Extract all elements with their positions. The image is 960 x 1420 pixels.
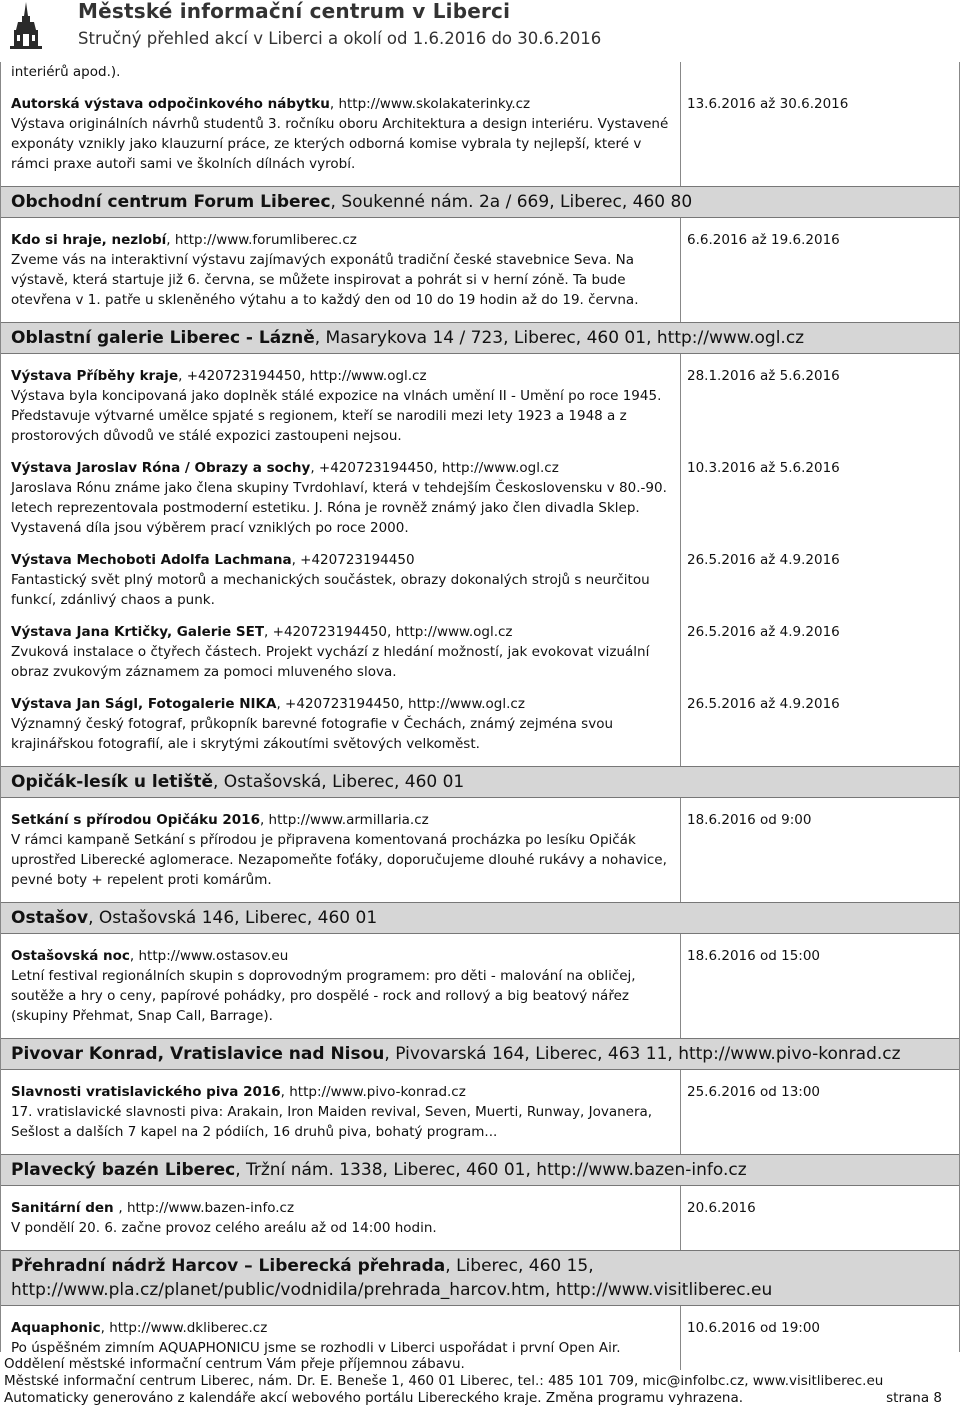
event-title: [11, 230, 672, 250]
event-date: 25.6.2016 od 13:00: [687, 1084, 821, 1100]
event-row: [1, 622, 959, 682]
event-cell: [1, 622, 681, 682]
event-description: Významný český fotograf, průkopník barevné fotografie v Čechách, známý zejména svou krajinářskou fotografií, ale i skrytými zákoutími světových velkoměst.: [11, 716, 614, 752]
event-contact: , http://www.dkliberec.cz: [100, 1320, 268, 1336]
event-cell: [1, 1198, 681, 1238]
event-row: [1, 1082, 959, 1142]
event-contact: , http://www.skolakaterinky.cz: [329, 96, 531, 112]
event-cell: [1, 458, 681, 538]
event-date: 26.5.2016 až 4.9.2016: [687, 552, 840, 568]
event-cell: [1, 94, 681, 174]
venue-header: [1, 1154, 959, 1186]
event-cell: [1, 810, 681, 890]
event-contact: , +420723194450, http://www.ogl.cz: [310, 460, 559, 476]
event-cell: [1, 694, 681, 754]
venue-name: Oblastní galerie Liberec - Lázně: [11, 328, 315, 348]
venue-name: Opičák-lesík u letiště: [11, 772, 213, 792]
event-date: 18.6.2016 od 9:00: [687, 812, 812, 828]
event-row: [1, 550, 959, 610]
event-title: [11, 810, 672, 830]
event-name: Výstava Jaroslav Róna / Obrazy a sochy: [11, 460, 311, 476]
event-title: [11, 694, 672, 714]
event-date: 10.6.2016 od 19:00: [687, 1320, 821, 1336]
venue-header: [1, 322, 959, 354]
event-description: 17. vratislavické slavnosti piva: Arakain, Iron Maiden revival, Seven, Muerti, Runway, Jovanera, Sešlost a dalších 7 kapel na 2 pódiích, 16 druhů piva, bohatý program...: [11, 1104, 653, 1140]
venue-address: , Soukenné nám. 2a / 669, Liberec, 460 80: [330, 192, 693, 212]
event-cell: [1, 1082, 681, 1142]
event-cell: [1, 946, 681, 1026]
event-title: [11, 1198, 672, 1218]
event-date: 20.6.2016: [687, 1200, 756, 1216]
venue-address: , Tržní nám. 1338, Liberec, 460 01, http://www.bazen-info.cz: [235, 1160, 747, 1180]
venue-address: , Pivovarská 164, Liberec, 463 11, http://www.pivo-konrad.cz: [384, 1044, 901, 1064]
venue-name: Obchodní centrum Forum Liberec: [11, 192, 331, 212]
footer-greeting: Oddělení městské informační centrum Vám přeje příjemnou zábavu.: [4, 1356, 465, 1372]
event-description: Jaroslava Rónu známe jako člena skupiny Tvrdohlaví, která v tehdejším Československu v 80.-90. letech reprezentovala postmoderní estetiku. J. Róna je rovněž známý jako člen divadla Sklep. Vystavená díla jsou výběrem prací vzniklých po roce 2000.: [11, 480, 667, 536]
event-row: [1, 810, 959, 890]
event-description: Zvuková instalace o čtyřech částech. Projekt vychází z hledání možností, jak evokovat vizuální obraz zvukovým záznamem za pomoci mluveného slova.: [11, 644, 650, 680]
event-row: [1, 946, 959, 1026]
events-content: [1, 62, 959, 1370]
continuation-row: [1, 62, 959, 82]
event-row: [1, 230, 959, 310]
event-contact: , http://www.forumliberec.cz: [166, 232, 357, 248]
event-date: 6.6.2016 až 19.6.2016: [687, 232, 840, 248]
event-title: [11, 1318, 672, 1338]
event-date: 26.5.2016 až 4.9.2016: [687, 624, 840, 640]
page-number: strana 8: [886, 1390, 942, 1406]
venue-address: , Ostašovská, Liberec, 460 01: [213, 772, 465, 792]
event-title: [11, 946, 672, 966]
event-contact: , http://www.armillaria.cz: [259, 812, 429, 828]
event-contact: , http://www.pivo-konrad.cz: [280, 1084, 466, 1100]
event-name: Aquaphonic: [11, 1320, 101, 1336]
event-name: Výstava Jana Krtičky, Galerie SET: [11, 624, 265, 640]
events-table: [0, 62, 960, 1356]
event-cell: [1, 1318, 681, 1358]
event-title: [11, 1082, 672, 1102]
event-description: Fantastický svět plný motorů a mechanických součástek, obrazy dokonalých strojů s neurčitou funkcí, zdánlivý chaos a punk.: [11, 572, 650, 608]
event-date: 18.6.2016 od 15:00: [687, 948, 821, 964]
footer-disclaimer: Automaticky generováno z kalendáře akcí webového portálu Libereckého kraje. Změna programu vyhrazena.: [4, 1390, 744, 1406]
event-description: V rámci kampaně Setkání s přírodou je připravena komentovaná procházka po lesíku Opičák uprostřed Liberecké aglomerace. Nezapomeňte foťáky, doporučujeme dlouhé rukávy a nohavice, pevné boty + repelent proti komárům.: [11, 832, 667, 888]
event-contact: , +420723194450, http://www.ogl.cz: [264, 624, 513, 640]
event-row: [1, 694, 959, 754]
event-row: [1, 1318, 959, 1358]
continuation-text: interiérů apod.).: [1, 62, 681, 82]
event-date: 13.6.2016 až 30.6.2016: [687, 96, 849, 112]
venue-header: [1, 186, 959, 218]
event-name: Výstava Příběhy kraje: [11, 368, 179, 384]
event-contact: , http://www.bazen-info.cz: [118, 1200, 295, 1216]
event-contact: , +420723194450, http://www.ogl.cz: [178, 368, 427, 384]
page-title: Městské informační centrum v Liberci: [78, 0, 511, 23]
event-title: [11, 94, 672, 114]
event-title: [11, 366, 672, 386]
event-contact: , +420723194450: [291, 552, 415, 568]
event-description: Letní festival regionálních skupin s doprovodným programem: pro děti - malování na obličej, soutěže a hry o ceny, papírové pohádky, pro dospělé - rock and rollový a big beatový nářez (skupiny Přehmat, Snap Call, Barrage).: [11, 968, 636, 1024]
event-description: V pondělí 20. 6. začne provoz celého areálu až od 14:00 hodin.: [11, 1220, 437, 1236]
event-title: [11, 622, 672, 642]
event-row: [1, 1198, 959, 1238]
event-row: [1, 94, 959, 174]
town-hall-logo-icon: [6, 0, 46, 50]
event-description: Výstava byla koncipovaná jako doplněk stálé expozice na vlnách umění II - Umění po roce 1945. Představuje výtvarné umělce spjaté s regionem, kteří se narodili mezi lety 1923 a 1948 a z prostorových důvodů ve stálé expozici zastoupeni nejsou.: [11, 388, 662, 444]
event-cell: [1, 230, 681, 310]
venue-header: [1, 1250, 959, 1306]
venue-name: Ostašov: [11, 908, 89, 928]
venue-name: Pivovar Konrad, Vratislavice nad Nisou: [11, 1044, 385, 1064]
event-title: [11, 458, 672, 478]
event-name: Setkání s přírodou Opičáku 2016: [11, 812, 260, 828]
event-description: Výstava originálních návrhů studentů 3. ročníku oboru Architektura a design interiéru. Vystavené exponáty vznikly jako klauzurní práce, ze kterých odborná komise vybrala ty nejlepší, které v rámci praxe autoři sami ve školních dílnách vyrobí.: [11, 116, 669, 172]
event-date: 10.3.2016 až 5.6.2016: [687, 460, 840, 476]
venue-header: [1, 902, 959, 934]
venue-name: Plavecký bazén Liberec: [11, 1160, 236, 1180]
event-name: Výstava Mechoboti Adolfa Lachmana: [11, 552, 292, 568]
event-name: Autorská výstava odpočinkového nábytku: [11, 96, 330, 112]
venue-address: , Masarykova 14 / 723, Liberec, 460 01, http://www.ogl.cz: [314, 328, 805, 348]
page-subtitle: Stručný přehled akcí v Liberci a okolí od 1.6.2016 do 30.6.2016: [78, 29, 602, 48]
event-name: Kdo si hraje, nezlobí: [11, 232, 167, 248]
event-name: Sanitární den: [11, 1200, 119, 1216]
event-name: Slavnosti vratislavického piva 2016: [11, 1084, 281, 1100]
event-cell: [1, 366, 681, 446]
event-date: 26.5.2016 až 4.9.2016: [687, 696, 840, 712]
event-row: [1, 366, 959, 446]
event-name: Ostašovská noc: [11, 948, 130, 964]
event-contact: , +420723194450, http://www.ogl.cz: [276, 696, 525, 712]
event-description: Po úspěšném zimním AQUAPHONICU jsme se rozhodli v Liberci uspořádat i první Open Air.: [11, 1340, 621, 1356]
footer-contact: Městské informační centrum Liberec, nám. Dr. E. Beneše 1, 460 01 Liberec, tel.: 485 101 709, mic@infolbc.cz, www.visitliberec.eu: [4, 1373, 884, 1389]
event-date: 28.1.2016 až 5.6.2016: [687, 368, 840, 384]
page-header: [0, 0, 960, 62]
event-description: Zveme vás na interaktivní výstavu zajímavých exponátů tradiční české stavebnice Seva. Na výstavě, která startuje již 6. června, se můžete inspirovat a pohrát si v herní zóně. Ta bude otevřena v 1. patře u skleněného výtahu a to každý den od 10 do 19 hodin až do 19. června.: [11, 252, 639, 308]
event-contact: , http://www.ostasov.eu: [129, 948, 289, 964]
venue-header: [1, 1038, 959, 1070]
event-title: [11, 550, 672, 570]
venue-header: [1, 766, 959, 798]
venue-address: , Ostašovská 146, Liberec, 460 01: [88, 908, 378, 928]
venue-name: Přehradní nádrž Harcov – Liberecká přehrada: [11, 1256, 446, 1276]
event-name: Výstava Jan Ságl, Fotogalerie NIKA: [11, 696, 277, 712]
page-footer: [0, 1356, 960, 1407]
event-row: [1, 458, 959, 538]
event-cell: [1, 550, 681, 610]
venue-address: , Liberec, 460 15, http://www.pla.cz/planet/public/vodnidila/prehrada_harcov.htm, http://www.visitliberec.eu: [11, 1256, 773, 1300]
